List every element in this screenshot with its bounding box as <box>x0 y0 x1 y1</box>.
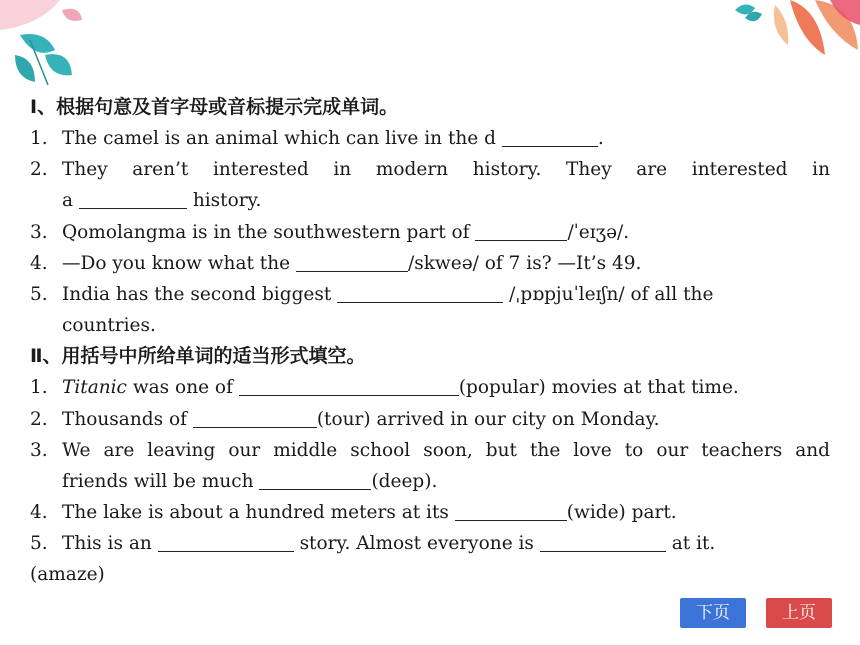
answer-blank[interactable] <box>337 282 503 303</box>
s2-item5-continued: (amaze) <box>30 564 105 586</box>
s1-item4: 4. —Do you know what the /skweə/ of 7 is? —It’s 49. <box>30 252 642 274</box>
exercise-content <box>30 92 830 591</box>
s1-item2: 2. They aren’t interested in modern history. They are interested in <box>30 159 830 181</box>
answer-blank[interactable] <box>502 126 598 147</box>
s1-item5-continued: countries. <box>62 315 156 337</box>
next-page-button[interactable]: 下页 <box>680 598 746 628</box>
answer-blank[interactable] <box>540 531 666 552</box>
answer-blank[interactable] <box>193 407 317 428</box>
answer-blank[interactable] <box>79 188 187 209</box>
section1-heading: Ⅰ、根据句意及首字母或音标提示完成单词。 <box>30 96 399 118</box>
s2-item2: 2. Thousands of (tour) arrived in our city on Monday. <box>30 408 660 430</box>
answer-blank[interactable] <box>455 500 567 521</box>
s1-item2-continued: a history. <box>62 190 262 212</box>
s2-item1: 1. Titanic was one of (popular) movies at that time. <box>30 377 739 399</box>
leaf-decoration-top-right <box>730 0 860 70</box>
s2-item3: 3. We are leaving our middle school soon, but the love to our teachers and <box>30 439 830 461</box>
answer-blank[interactable] <box>158 531 294 552</box>
answer-blank[interactable] <box>296 251 408 272</box>
s2-item5: 5. This is an story. Almost everyone is at it. <box>30 533 716 555</box>
answer-blank[interactable] <box>475 220 567 241</box>
s1-item1: 1. The camel is an animal which can live in the d . <box>30 128 604 149</box>
s1-item3: 3. Qomolangma is in the southwestern part of /ˈeɪʒə/. <box>30 221 630 243</box>
answer-blank[interactable] <box>239 375 459 396</box>
previous-page-button[interactable]: 上页 <box>766 598 832 628</box>
s2-item4: 4. The lake is about a hundred meters at its (wide) part. <box>30 502 677 524</box>
answer-blank[interactable] <box>259 469 371 490</box>
s2-item3-continued: friends will be much (deep). <box>62 470 438 492</box>
s1-item5: 5. India has the second biggest /ˌpɒpjuˈleɪʃn/ of all the <box>30 283 714 305</box>
section2-heading: Ⅱ、用括号中所给单词的适当形式填空。 <box>30 345 366 368</box>
leaf-decoration-top-left <box>0 0 120 95</box>
